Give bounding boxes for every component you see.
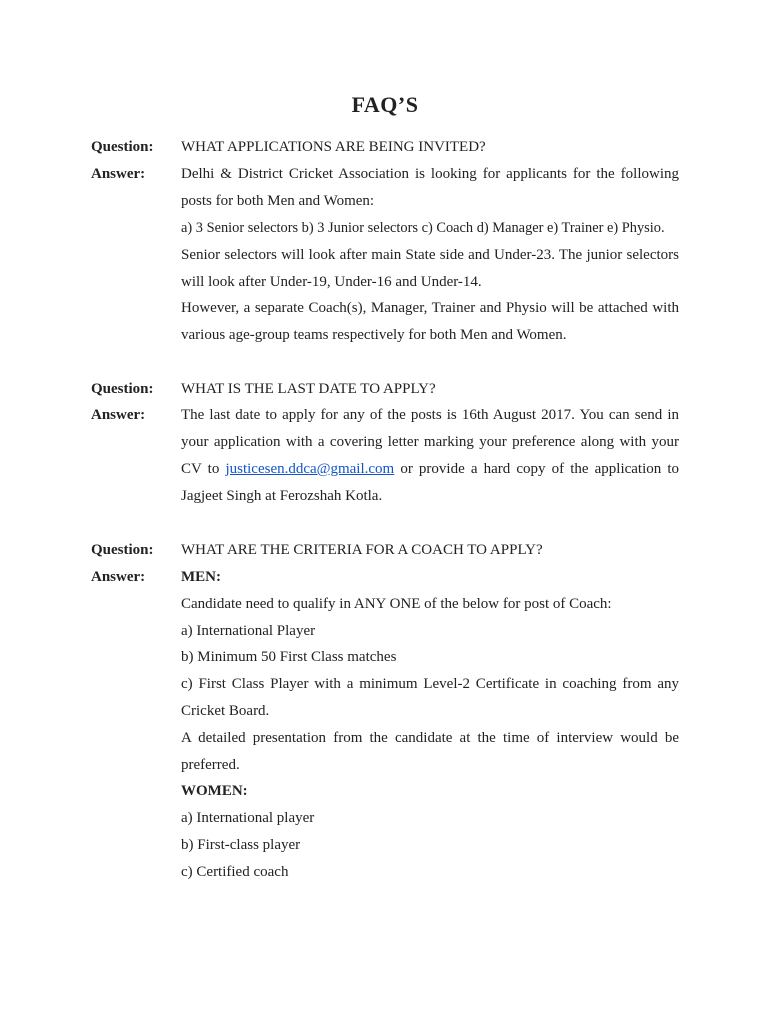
faq2-answer-line: The last date to apply for any of the posts is 16th August 2017. You can send in	[181, 407, 679, 423]
faq1-answer-line: However, a separate Coach(s), Manager, Trainer and Physio will be attached with	[181, 300, 679, 316]
faq2-answer-line: your application with a covering letter marking your preference along with your	[181, 434, 679, 450]
faq3-question: WHAT ARE THE CRITERIA FOR A COACH TO APPLY?	[181, 542, 543, 558]
men-heading: MEN:	[181, 569, 221, 585]
faq3-answer-line: a) International Player	[181, 623, 316, 639]
women-heading: WOMEN:	[181, 783, 248, 799]
faq3-answer-line: A detailed presentation from the candidate at the time of interview would be	[181, 730, 679, 746]
page-title: FAQ’S	[351, 92, 419, 117]
faq1-answer-line: Senior selectors will look after main State side and Under-23. The junior selectors	[181, 247, 679, 263]
faq3-answer-line: c) First Class Player with a minimum Level-2 Certificate in coaching from any	[181, 676, 679, 692]
faq2-text: CV to	[181, 461, 220, 477]
faq3-answer-line: c) Certified coach	[181, 864, 289, 880]
faq3-answer-line: b) Minimum 50 First Class matches	[181, 649, 397, 665]
faq2-answer-line: Jagjeet Singh at Ferozshah Kotla.	[181, 488, 383, 504]
faq2-answer-line-with-email	[181, 460, 679, 478]
faq3-answer-line: a) International player	[181, 810, 315, 826]
faq3-answer-line: Cricket Board.	[181, 703, 270, 719]
answer-label: Answer:	[91, 569, 146, 585]
faq1-answer-line: Delhi & District Cricket Association is looking for applicants for the following	[181, 166, 679, 182]
faq1-answer-line: a) 3 Senior selectors b) 3 Junior selectors c) Coach d) Manager e) Trainer e) Physio.	[181, 220, 665, 236]
email-link[interactable]: justicesen.ddca@gmail.com	[225, 461, 395, 477]
faq2-text: or provide a hard copy of the application to	[400, 461, 680, 477]
faq1-answer-line: various age-group teams respectively for both Men and Women.	[181, 327, 567, 343]
question-label: Question:	[91, 381, 154, 397]
answer-label: Answer:	[91, 407, 146, 423]
faq1-answer-line: posts for both Men and Women:	[181, 193, 375, 209]
answer-label: Answer:	[91, 166, 146, 182]
faq3-answer-line: Candidate need to qualify in ANY ONE of the below for post of Coach:	[181, 596, 612, 612]
faq1-question: WHAT APPLICATIONS ARE BEING INVITED?	[181, 139, 486, 155]
faq1-answer-line: will look after Under-19, Under-16 and Under-14.	[181, 274, 482, 290]
faq3-answer-line: b) First-class player	[181, 837, 301, 853]
faq3-answer-line: preferred.	[181, 757, 240, 773]
question-label: Question:	[91, 542, 154, 558]
faq2-question: WHAT IS THE LAST DATE TO APPLY?	[181, 381, 436, 397]
question-label: Question:	[91, 139, 154, 155]
